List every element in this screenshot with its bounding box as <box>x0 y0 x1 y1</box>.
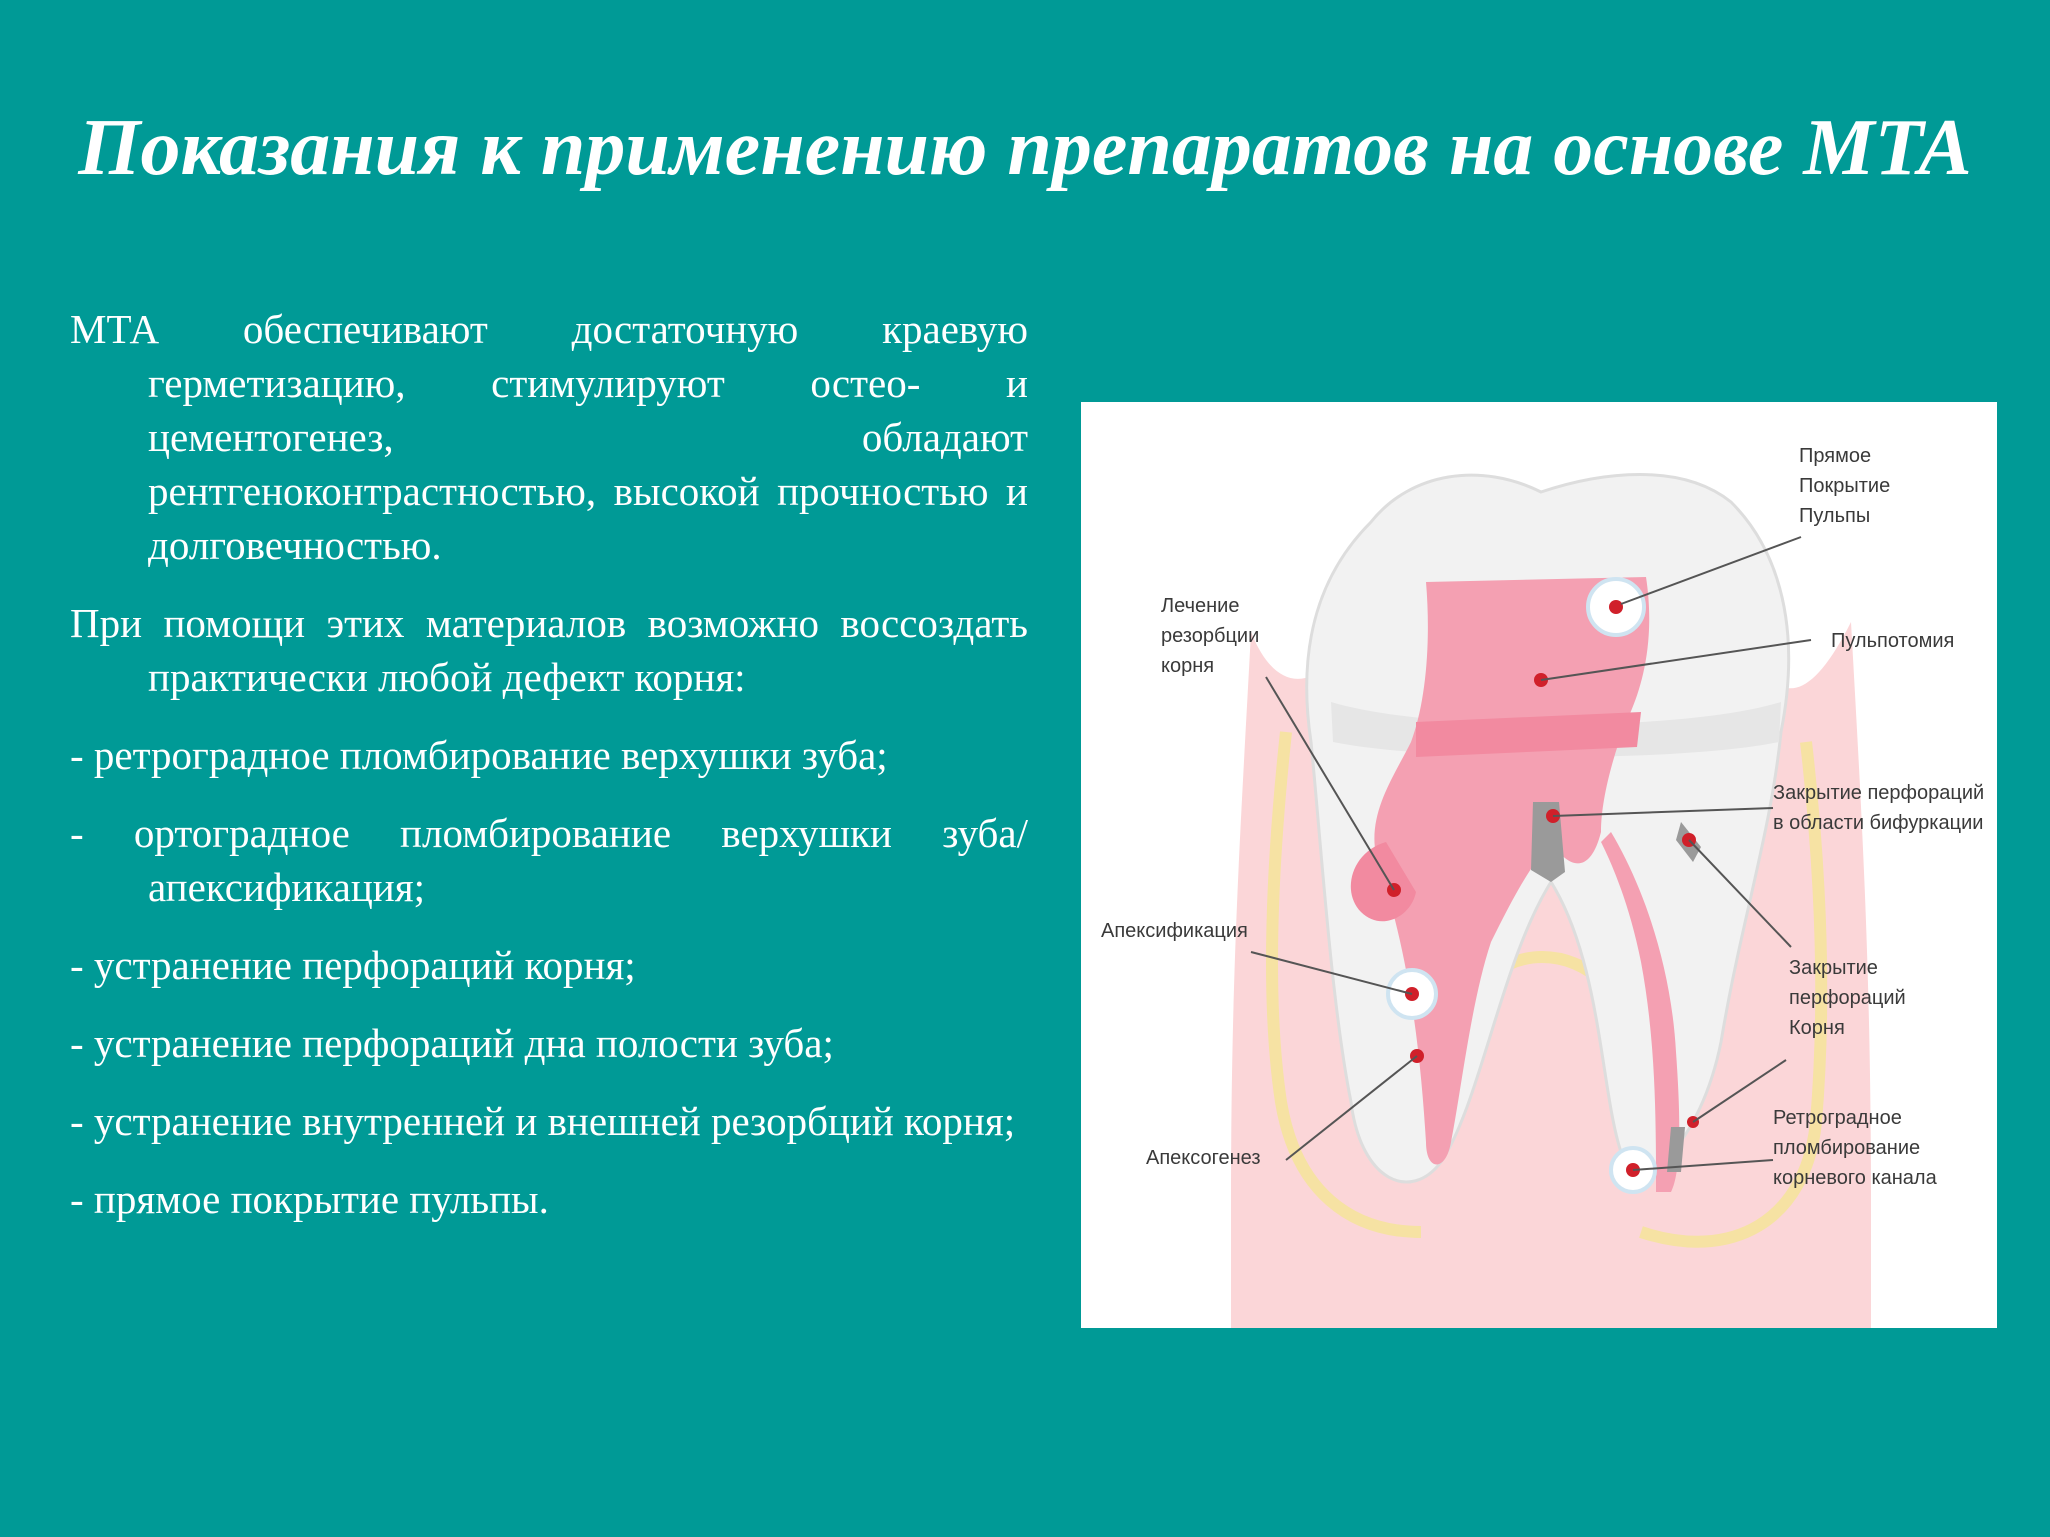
label-resorption: Лечение резорбции корня <box>1161 595 1260 677</box>
list-item: - устранение перфораций корня; <box>70 942 636 988</box>
label-bifurcation: Закрытие перфораций в области бифуркации <box>1773 782 1985 834</box>
page-title: Показания к применению препаратов на основе МТА <box>78 104 1972 192</box>
list-item: - ортоградное пломбирование верхушки зуба/ апексификация; <box>70 810 1028 910</box>
label-direct-capping: Прямое Покрытие Пульпы <box>1799 445 1891 527</box>
label-retrograde: Ретроградное пломбирование корневого канала <box>1773 1107 1937 1189</box>
list-item: - ретроградное пломбирование верхушки зуба; <box>70 732 888 778</box>
paragraph-intro: МТА обеспечивают достаточную краевую герметизацию, стимулируют остео- и цементогенез, обладают рентгеноконтрастностью, высокой прочностью и долговечностью. <box>70 306 1028 568</box>
label-apexification: Апексификация <box>1101 920 1248 942</box>
marker-direct-capping <box>1609 600 1623 614</box>
tooth-diagram <box>1081 402 1997 1328</box>
tooth-diagram-svg <box>1081 402 1997 1328</box>
body-text <box>70 302 1028 1250</box>
paragraph-possibilities: При помощи этих материалов возможно воссоздать практически любой дефект корня: <box>70 600 1028 700</box>
list-item: - прямое покрытие пульпы. <box>70 1176 549 1222</box>
label-pulpotomy: Пульпотомия <box>1831 630 1955 652</box>
list-item: - устранение перфораций дна полости зуба; <box>70 1020 834 1066</box>
list-item: - устранение внутренней и внешней резорбций корня; <box>70 1098 1016 1144</box>
label-apexogenesis: Апексогенез <box>1146 1147 1261 1169</box>
label-root-perforation: Закрытие перфораций Корня <box>1789 957 1906 1039</box>
